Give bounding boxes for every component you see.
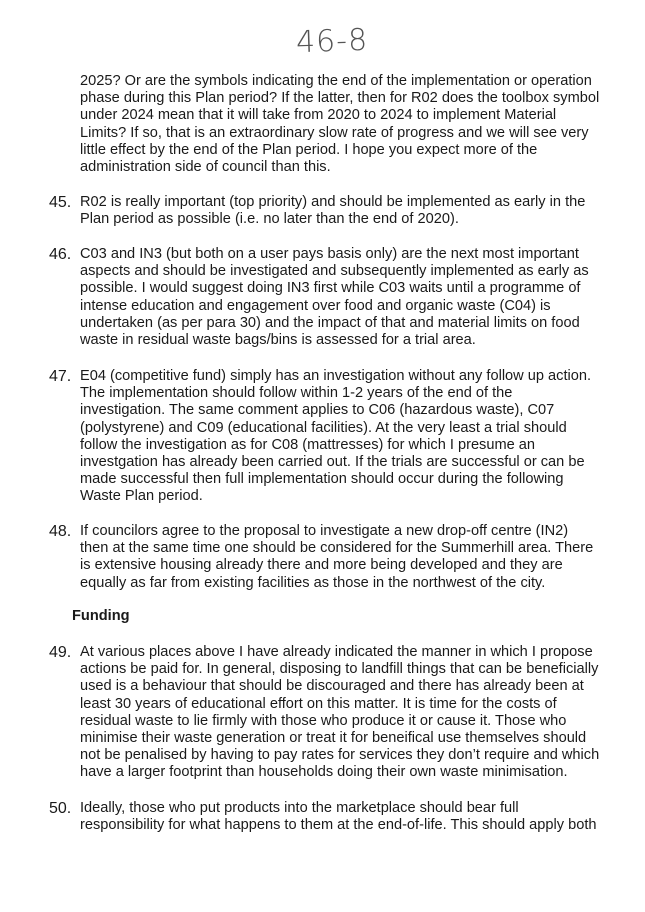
item-text-45: R02 is really important (top priority) and should be implemented as early in the Plan period as possible (i.e. no later than the end of 2020). bbox=[80, 194, 586, 228]
item-text-49: At various places above I have already indicated the manner in which I propose actions be paid for. In general, disposing to landfill things that can be beneficially used is a behaviour that should be discouraged and there has already been at least 30 years of educational effort on this matter. It is time for the costs of residual waste to lie firmly with those who produce it or cause it. Those who minimise their waste generation or treat it for beneifical use themselves should not be penalised by having to pay rates for services they don’t require and which have a larger footprint than households doing their own waste minimisation. bbox=[80, 644, 600, 781]
item-number-49: 49. bbox=[49, 644, 72, 661]
section-heading-funding: Funding bbox=[72, 608, 130, 624]
item-number-47: 47. bbox=[49, 368, 72, 385]
handwritten-page-mark: 46-8 bbox=[295, 22, 369, 61]
item-number-45: 45. bbox=[49, 194, 72, 211]
item-text-50: Ideally, those who put products into the marketplace should bear full responsibility for what happens to them at the end-of-life. This should apply both bbox=[80, 800, 597, 834]
item-number-46: 46. bbox=[49, 246, 72, 263]
intro-paragraph: 2025? Or are the symbols indicating the end of the implementation or operation phase during this Plan period? If the latter, then for R02 does the toolbox symbol under 2024 mean that it will take from 2020 to 2024 to implement Material Limits? If so, that is an extraordinary slow rate of progress and we will see very little effect by the end of the Plan period. I hope you expect more of the administration side of council than this. bbox=[80, 73, 600, 176]
item-text-48: If councilors agree to the proposal to investigate a new drop-off centre (IN2) then at the same time one should be considered for the Summerhill area. There is extensive housing already there and more being developed and they are equally as far from existing facilities as those in the northwest of the city. bbox=[80, 523, 594, 591]
item-text-46: C03 and IN3 (but both on a user pays basis only) are the next most important aspects and should be investigated and subsequently implemented as early as possible. I would suggest doing IN3 first while C03 waits until a programme of intense education and engagement over food and organic waste (C04) is undertaken (as per para 30) and the impact of that and material limits on food waste in residual waste bags/bins is assessed for a trial area. bbox=[80, 246, 589, 349]
item-text-47: E04 (competitive fund) simply has an investigation without any follow up action. The implementation should follow within 1-2 years of the end of the investigation. The same comment applies to C06 (hazardous waste), C07 (polystyrene) and C09 (educational facilities). At the very least a trial should follow the investigation as for C08 (mattresses) for which I presume an investgation has already been carried out. If the trials are successful or can be made successful then full implementation should occur during the following Waste Plan period. bbox=[80, 368, 592, 505]
item-number-50: 50. bbox=[49, 800, 72, 817]
item-number-48: 48. bbox=[49, 523, 72, 540]
